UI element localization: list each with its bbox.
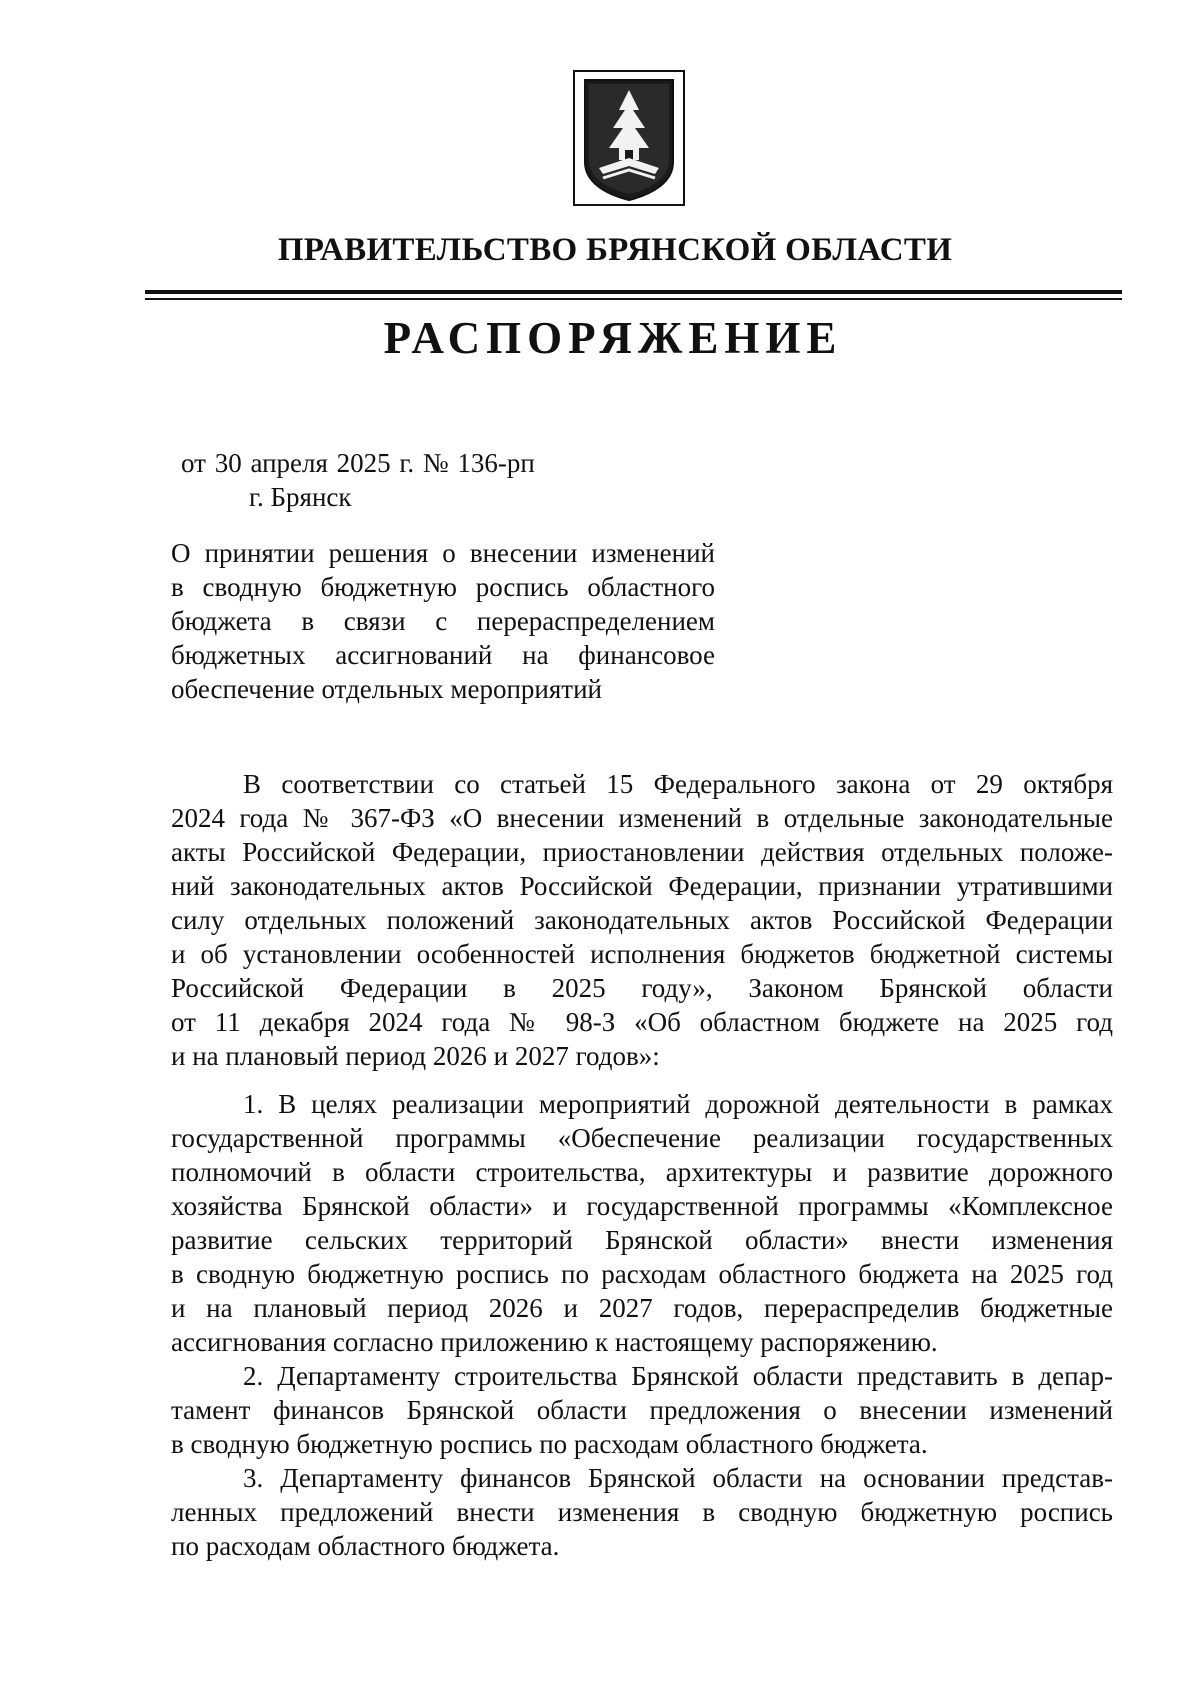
preamble-line: 2024 года № 367-ФЗ «О внесении изменений в отдельные законодательные — [171, 803, 1113, 833]
item-3-line: по расходам областного бюджета. — [171, 1531, 560, 1561]
item-2-line: тамент финансов Брянской области предложения о внесении изменений — [171, 1395, 1113, 1425]
subject-line: О принятии решения о внесении изменений — [171, 538, 715, 568]
item-1-line: государственной программы «Обеспечение реализации государственных — [171, 1123, 1113, 1153]
item-3-line: ленных предложений внести изменения в сводную бюджетную роспись — [171, 1497, 1113, 1527]
preamble-line: ний законодательных актов Российской Федерации, признании утратившими — [171, 871, 1113, 901]
subject-line: в сводную бюджетную роспись областного — [171, 572, 715, 602]
preamble-line: и об установлении особенностей исполнения бюджетов бюджетной системы — [171, 939, 1113, 969]
preamble-line: Российской Федерации в 2025 году», Законом Брянской области — [171, 973, 1113, 1003]
item-3-line: 3. Департаменту финансов Брянской области на основании представ- — [243, 1463, 1113, 1493]
preamble-paragraph — [171, 767, 1113, 1073]
document-date-number: от 30 апреля 2025 г. № 136-рп — [181, 448, 535, 478]
item-2-paragraph — [171, 1359, 1113, 1461]
header-rule-thick — [145, 290, 1122, 294]
item-2-line: 2. Департаменту строительства Брянской области представить в депар- — [243, 1361, 1113, 1391]
organization-title: ПРАВИТЕЛЬСТВО БРЯНСКОЙ ОБЛАСТИ — [277, 232, 953, 268]
item-3-paragraph — [171, 1461, 1113, 1563]
item-1-line: полномочий в области строительства, архитектуры и развитие дорожного — [171, 1157, 1113, 1187]
header-rule-thin — [145, 298, 1122, 300]
document-city: г. Брянск — [249, 482, 352, 512]
document-subject — [171, 536, 715, 706]
bryansk-coat-of-arms-icon — [573, 70, 685, 206]
subject-line: бюджета в связи с перераспределением — [171, 606, 715, 636]
preamble-line: и на плановый период 2026 и 2027 годов»: — [171, 1041, 660, 1071]
item-2-line: в сводную бюджетную роспись по расходам областного бюджета. — [171, 1429, 928, 1459]
item-1-line: ассигнования согласно приложению к настоящему распоряжению. — [171, 1327, 938, 1357]
item-1-line: в сводную бюджетную роспись по расходам областного бюджета на 2025 год — [171, 1259, 1113, 1289]
subject-line: бюджетных ассигнований на финансовое — [171, 640, 715, 670]
item-1-line: хозяйства Брянской области» и государственной программы «Комплексное — [171, 1191, 1113, 1221]
item-1-line: и на плановый период 2026 и 2027 годов, перераспределив бюджетные — [171, 1293, 1113, 1323]
item-1-line: 1. В целях реализации мероприятий дорожной деятельности в рамках — [243, 1089, 1113, 1119]
document-type-title: РАСПОРЯЖЕНИЕ — [383, 313, 843, 363]
preamble-line: силу отдельных положений законодательных актов Российской Федерации — [171, 905, 1113, 935]
item-1-line: развитие сельских территорий Брянской области» внести изменения — [171, 1225, 1113, 1255]
preamble-line: от 11 декабря 2024 года № 98-З «Об областном бюджете на 2025 год — [171, 1007, 1113, 1037]
preamble-line: В соответствии со статьей 15 Федерального закона от 29 октября — [243, 769, 1113, 799]
preamble-line: акты Российской Федерации, приостановлении действия отдельных положе- — [171, 837, 1113, 867]
subject-line: обеспечение отдельных мероприятий — [171, 674, 602, 704]
item-1-paragraph — [171, 1087, 1113, 1359]
